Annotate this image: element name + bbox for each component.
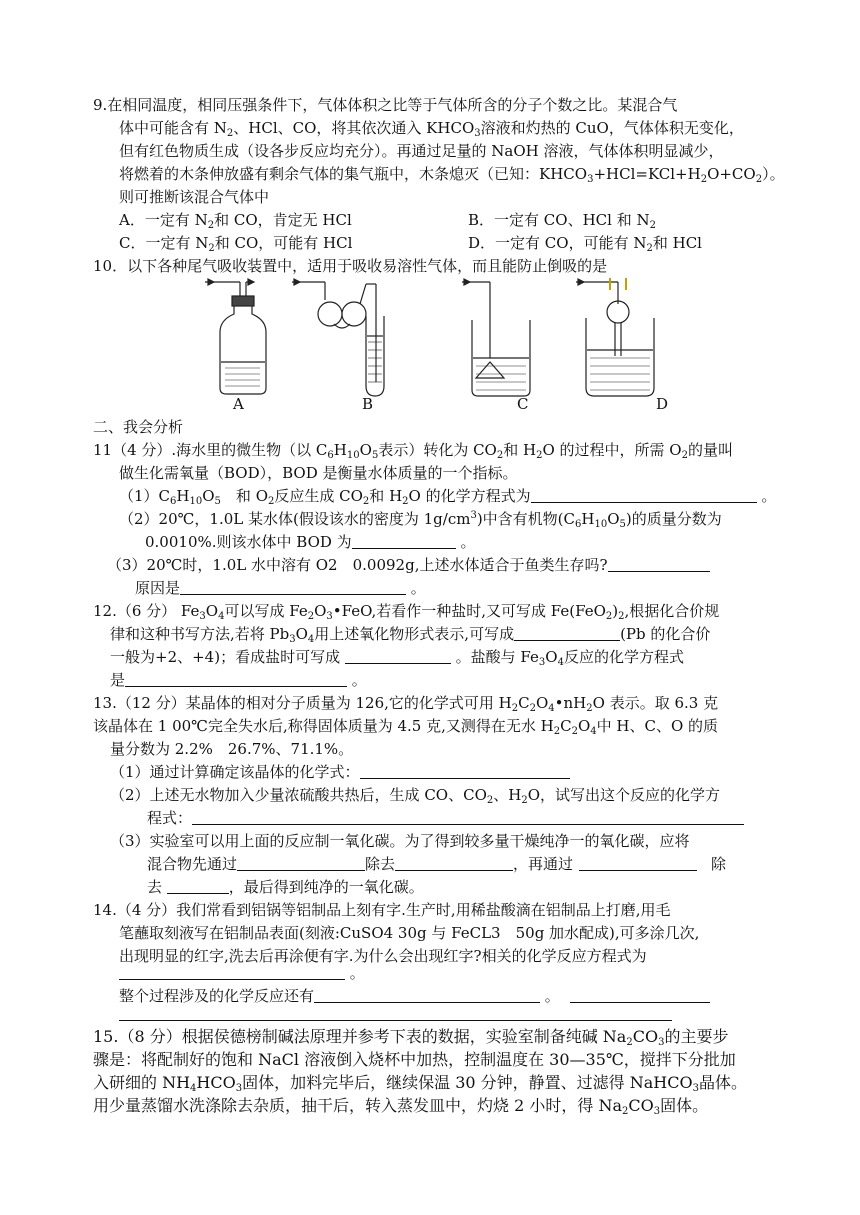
- absorption-apparatus-figure: [190, 270, 690, 415]
- q9-line-2: 体中可能含有 $N_2$、HCl、CO，将其依次通入 $KHCO_3$溶液和灼热的 CuO，气体体积无变化，: [119, 119, 744, 139]
- q13-part-3-line-2: 混合物先通过 除去 ，再通过 除: [147, 855, 727, 873]
- q12-equation-blank[interactable]: [125, 672, 347, 687]
- q13-impurity-2-blank[interactable]: [167, 879, 229, 894]
- q11-part-3-line-2: 原因是 。: [135, 579, 426, 597]
- apparatus-d-illustration: [576, 278, 654, 396]
- q13-line-3: 量分数为 2.2% 26.7%、71.1%。: [110, 740, 354, 758]
- q9-option-d: D．一定有 CO，可能有 $N_2$和 HCl: [468, 234, 702, 254]
- q15-line-2: 骤是：将配制好的饱和 NaCl 溶液倒入烧杯中加热，控制温度在 30—35℃，搅拌下分批加: [93, 1050, 736, 1069]
- q9-option-b: B．一定有 CO、HCl 和 $N_2$: [468, 211, 656, 231]
- q15-line-4: 用少量蒸馏水洗涤除去杂质，抽干后，转入蒸发皿中，灼烧 2 小时，得 $Na_2CO_3$固体。: [93, 1096, 709, 1117]
- apparatus-label-c: C: [517, 395, 529, 413]
- q13-impurity-1-blank[interactable]: [395, 856, 513, 871]
- q12-line-2: 律和这种书写方法,若将 $Pb_3O_4$用上述氧化物形式表示,可写成 (Pb 的化合价: [110, 625, 711, 645]
- q12-line-1: 12.（6 分） $Fe_3O_4$可以写成 $Fe_2O_3•FeO$,若看作一种盐时,又可写成 $Fe(FeO_2)_2$,根据化合价规: [93, 602, 720, 622]
- apparatus-b-illustration: [292, 279, 384, 396]
- q12-line-4: 是 。: [110, 671, 367, 689]
- q13-part-2-line-2: 程式：: [147, 808, 744, 828]
- q13-part-3-line-3: 去 ，最后得到纯净的一氧化碳。: [147, 878, 424, 896]
- q11-p1-answer-blank[interactable]: [531, 488, 757, 503]
- apparatus-label-d: D: [656, 395, 669, 413]
- q11-part-1: $(1)C_6H_{10}O_5$ 和 $O_2$反应生成 $CO_2$和 $H_2O$ 的化学方程式为 。: [119, 487, 777, 507]
- q13-formula-blank[interactable]: [360, 764, 570, 779]
- q13-part-1: （1）通过计算确定该晶体的化学式：: [110, 762, 570, 782]
- q13-reagent-2-blank[interactable]: [579, 856, 697, 871]
- q9-line-4: 将燃着的木条伸放盛有剩余气体的集气瓶中，木条熄灭（已知：$KHCO_3+HCl=KCl+H_2O+CO_2$）。: [119, 165, 785, 185]
- q13-equation-blank[interactable]: [192, 810, 744, 825]
- q14-line-5: 整个过程涉及的化学反应还有 。: [119, 986, 710, 1006]
- q14-other-reaction-blank-3[interactable]: [119, 1006, 672, 1021]
- apparatus-label-a: A: [233, 395, 244, 413]
- q15-line-3: 入研细的 $NH_4HCO_3$固体，加料完毕后，继续保温 30 分钟，静置、过滤得 NaHCO$_3$晶体。: [93, 1073, 747, 1094]
- q10-text: 10．以下各种尾气吸收装置中，适用于吸收易溶性气体，而且能防止倒吸的是: [93, 257, 608, 275]
- q11-p3-reason-blank[interactable]: [180, 580, 406, 595]
- q11-line-1: 11（4 分）.海水里的微生物（以 $C_6H_{10}O_5$表示）转化为 $CO_2$和 $H_2O$ 的过程中，所需 $O_2$的量叫: [93, 441, 733, 461]
- q12-oxide-form-blank[interactable]: [514, 626, 620, 641]
- apparatus-c-illustration: [462, 279, 530, 396]
- q14-line-2: 笔蘸取刻液写在铝制品表面(刻液:CuSO4 30g 与 FeCL3 50g 加水配成),可多涂几次,: [119, 924, 700, 942]
- q14-line-6: [119, 1004, 672, 1024]
- q13-reagent-1-blank[interactable]: [237, 856, 365, 871]
- q14-line-4: 。: [119, 963, 365, 983]
- q9-line-1: 9.在相同温度，相同压强条件下，气体体积之比等于气体所含的分子个数之比。某混合气: [93, 96, 678, 114]
- q11-part-3: （3）20℃时，1.0L 水中溶有 O2 0.0092g,上述水体适合于鱼类生存吗?: [107, 555, 710, 575]
- q9-line-5: 则可推断该混合气体中: [119, 188, 270, 206]
- q9-option-c: C．一定有 $N_2$和 CO，可能有 HCl: [119, 234, 353, 254]
- q14-other-reaction-blank-2[interactable]: [570, 988, 710, 1003]
- apparatus-label-b: B: [362, 395, 374, 413]
- q13-line-1: 13.（12 分）某晶体的相对分子质量为 126,它的化学式可用 $H_2C_2O_4•nH_2O$ 表示。取 6.3 克: [93, 694, 719, 714]
- q14-line-1: 14.（4 分）我们常看到铝锅等铝制品上刻有字.生产时,用稀盐酸滴在铝制品上打磨,用毛: [93, 901, 671, 919]
- apparatus-a-illustration: [205, 279, 266, 394]
- q11-p2-answer-blank[interactable]: [352, 534, 456, 549]
- q12-line-3: 一般为+2、+4)；看成盐时可写成 。盐酸与 $Fe_3O_4$反应的化学方程式: [110, 648, 684, 668]
- q13-part-3: （3）实验室可以用上面的反应制一氧化碳。为了得到较多量干燥纯净一的氧化碳，应将: [110, 832, 690, 850]
- q11-part-2-line-2: 0.0010%.则该水体中 BOD 为 。: [145, 533, 476, 551]
- q11-line-2: 做生化需氧量（BOD），BOD 是衡量水体质量的一个指标。: [119, 464, 518, 482]
- q13-line-2: 该晶体在 1 00℃完全失水后,称得固体质量为 4.5 克,又测得在无水 $H_2C_2O_4$中 H、C、O 的质: [93, 717, 719, 737]
- q12-salt-form-blank[interactable]: [345, 649, 451, 664]
- q14-line-3: 出现明显的红字,洗去后再涂便有字.为什么会出现红字?相关的化学反应方程式为: [119, 947, 647, 965]
- q14-equation-blank[interactable]: [119, 965, 345, 980]
- q15-line-1: 15.（8 分）根据侯德榜制碱法原理并参考下表的数据，实验室制备纯碱 $Na_2CO_3$的主要步: [93, 1027, 729, 1048]
- q11-p3-answer-blank[interactable]: [608, 557, 710, 572]
- q14-other-reaction-blank-1[interactable]: [314, 988, 540, 1003]
- q13-part-2: （2）上述无水物加入少量浓硫酸共热后，生成 CO、$CO_2$、$H_2O$，试写出这个反应的化学方: [110, 786, 721, 806]
- q9-option-a: A．一定有 $N_2$和 CO，肯定无 HCl: [119, 211, 352, 231]
- q9-line-3: 但有红色物质生成（设各步反应均充分）。再通过足量的 NaOH 溶液，气体体积明显减少，: [119, 142, 724, 160]
- q11-part-2: （2）20℃，1.0L 某水体(假设该水的密度为 $1g/cm^3$)中含有机物$(C_6H_{10}O_5)$的质量分数为: [119, 510, 722, 530]
- section-2-heading: 二、我会分析: [93, 418, 184, 436]
